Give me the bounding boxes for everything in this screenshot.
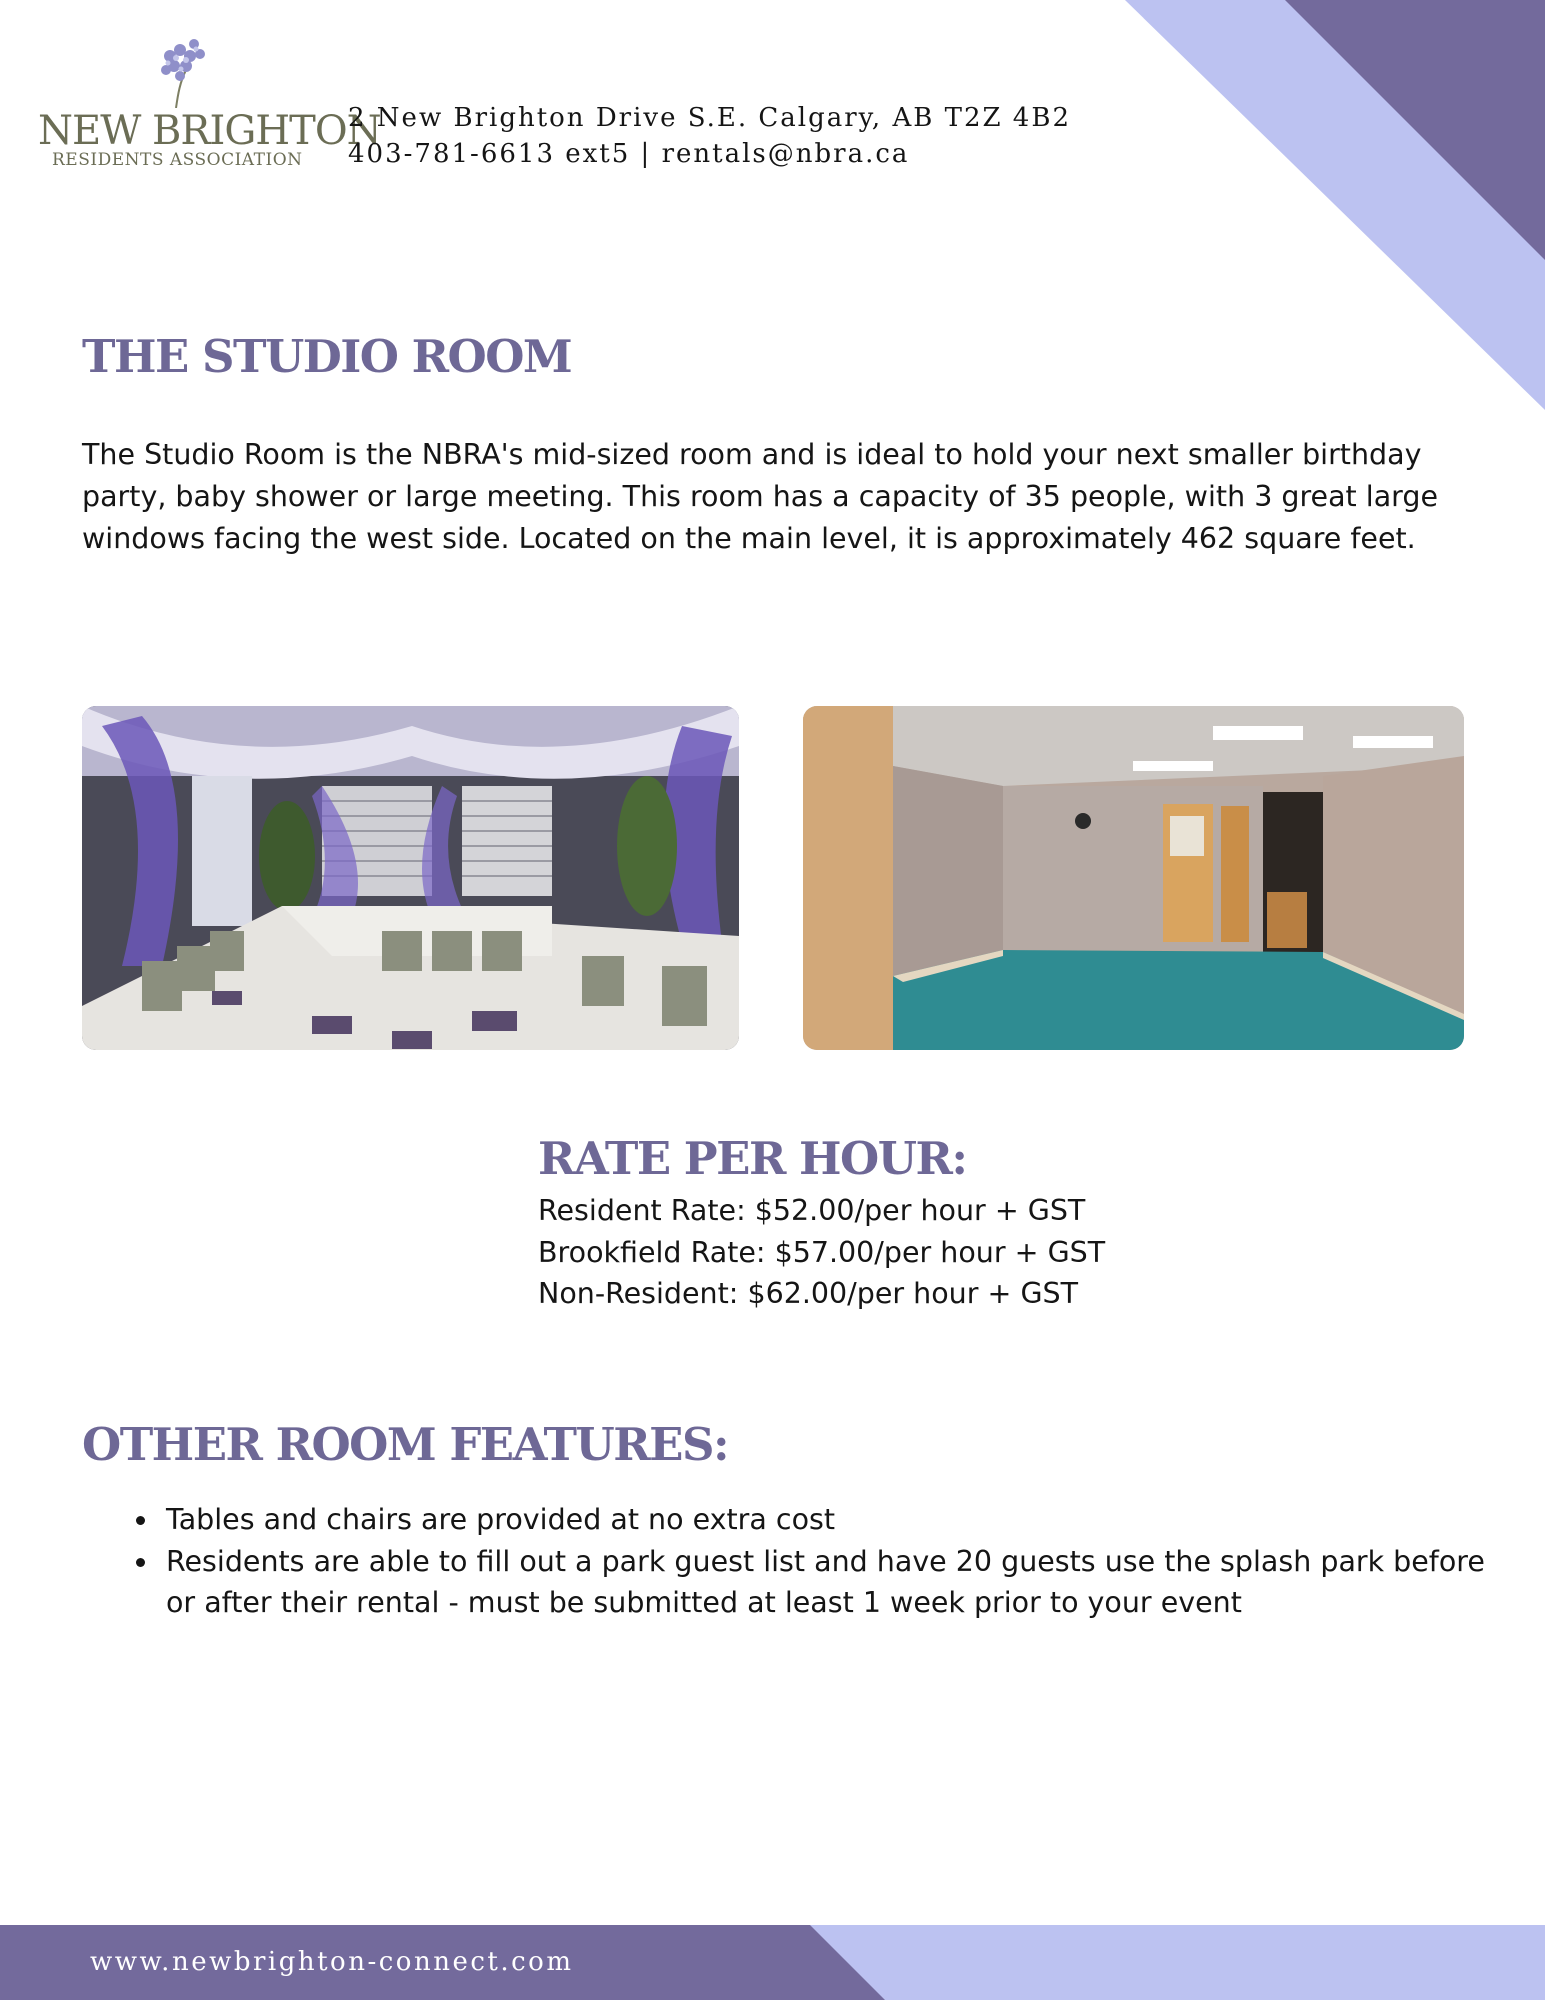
page-title: THE STUDIO ROOM — [82, 330, 572, 383]
rate-resident: Resident Rate: $52.00/per hour + GST — [538, 1194, 1086, 1227]
corner-decoration — [1125, 0, 1545, 420]
list-item: • Residents are able to fill out a park guest list and have 20 guests use the splash park before or after their rental - must be submitted at least 1 week prior to your event — [160, 1541, 1500, 1624]
lilac-flower-icon — [146, 36, 216, 108]
features-heading: OTHER ROOM FEATURES: — [82, 1418, 729, 1471]
footer — [0, 1925, 1545, 2000]
features-list — [128, 1499, 1500, 1624]
footer-website-link[interactable]: www.newbrighton-connect.com — [90, 1947, 574, 1977]
logo[interactable] — [38, 36, 381, 176]
decorated-room-with-tables-photo — [82, 706, 739, 1050]
rate-brookfield: Brookfield Rate: $57.00/per hour + GST — [538, 1235, 1106, 1269]
address: 2 New Brighton Drive S.E. Calgary, AB T2Z 4B2 — [348, 103, 1072, 133]
rate-non-resident: Non-Resident: $62.00/per hour + GST — [538, 1277, 1079, 1310]
phone-email[interactable]: 403-781-6613 ext5 | rentals@nbra.ca — [348, 139, 910, 169]
empty-room-photo — [803, 706, 1464, 1050]
logo-subtitle: RESIDENTS ASSOCIATION — [52, 150, 303, 170]
rates-heading: RATE PER HOUR: — [538, 1132, 967, 1185]
contact-info — [348, 100, 1071, 172]
logo-name: NEW BRIGHTON — [38, 108, 381, 154]
list-item: • Tables and chairs are provided at no extra cost — [160, 1499, 1500, 1541]
rates-list — [538, 1190, 1105, 1315]
room-description: The Studio Room is the NBRA's mid-sized room and is ideal to hold your next smaller birthday party, baby shower or large meeting. This room has a capacity of 35 people, with 3 great large windows facing the west side. Located on the main level, it is approximately 462 square feet. — [82, 438, 1439, 555]
